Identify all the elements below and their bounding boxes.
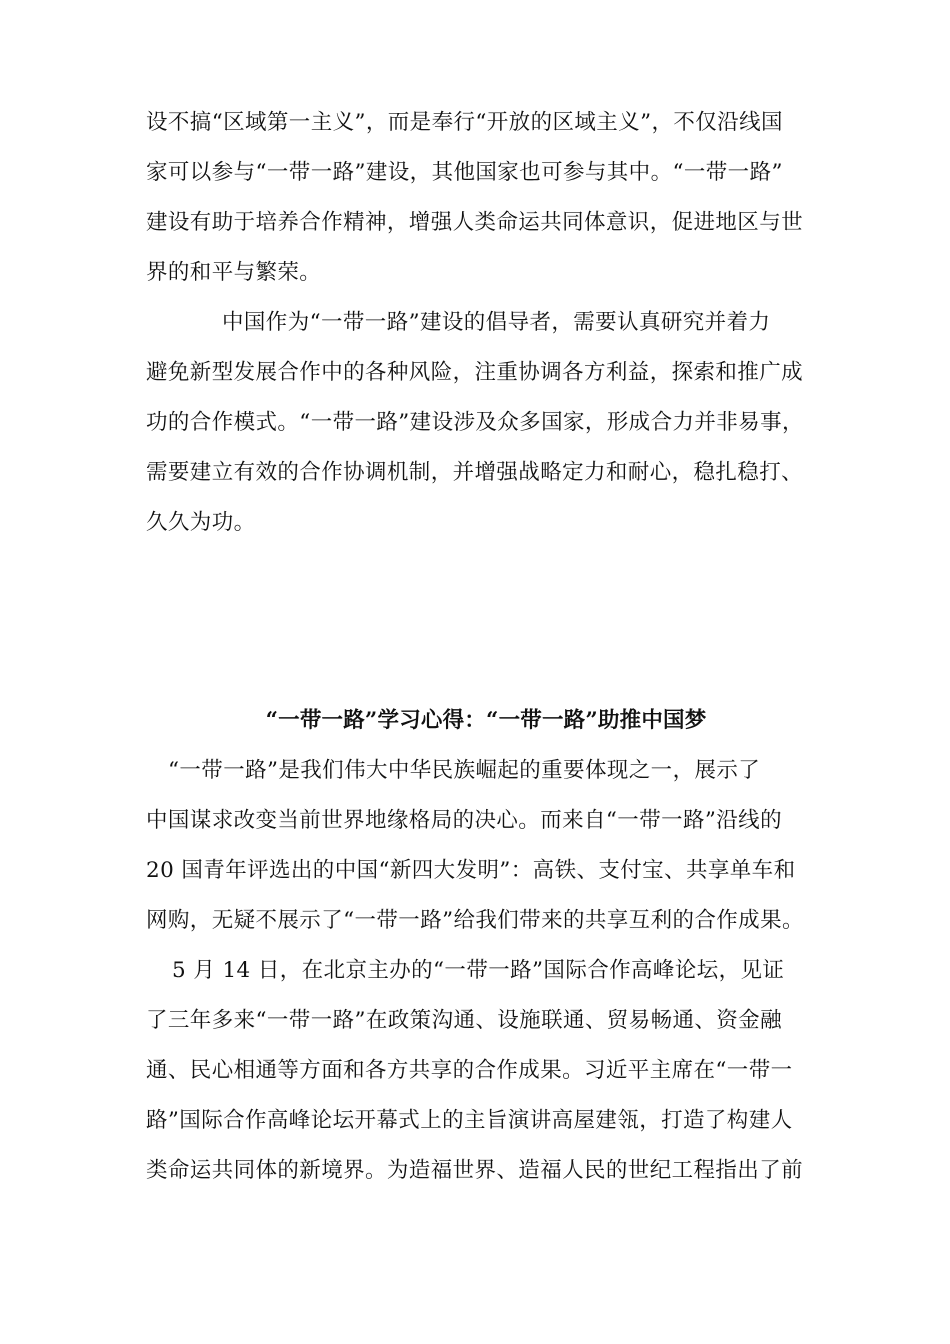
paragraph-line: 类命运共同体的新境界。为造福世界、造福人民的世纪工程指出了前 bbox=[146, 1158, 804, 1183]
paragraph-line: 设不搞“区域第一主义”，而是奉行“开放的区域主义”，不仅沿线国 bbox=[146, 110, 783, 135]
paragraph-line: 需要建立有效的合作协调机制，并增强战略定力和耐心，稳扎稳打、 bbox=[146, 460, 804, 485]
paragraph-line: “一带一路”是我们伟大中华民族崛起的重要体现之一，展示了 bbox=[168, 758, 761, 783]
paragraph-line: 家可以参与“一带一路”建设，其他国家也可参与其中。“一带一路” bbox=[146, 160, 783, 185]
paragraph-line: 了三年多来“一带一路”在政策沟通、设施联通、贸易畅通、资金融 bbox=[146, 1008, 782, 1033]
paragraph-line: 5 月 14 日，在北京主办的“一带一路”国际合作高峰论坛，见证 bbox=[172, 958, 785, 983]
paragraph-line: 建设有助于培养合作精神，增强人类命运共同体意识，促进地区与世 bbox=[146, 210, 804, 235]
paragraph-line: 网购，无疑不展示了“一带一路”给我们带来的共享互利的合作成果。 bbox=[146, 908, 804, 933]
paragraph-line: 功的合作模式。“一带一路”建设涉及众多国家，形成合力并非易事， bbox=[146, 410, 804, 435]
paragraph-line: 避免新型发展合作中的各种风险，注重协调各方利益，探索和推广成 bbox=[146, 360, 804, 385]
paragraph-line: 中国谋求改变当前世界地缘格局的决心。而来自“一带一路”沿线的 bbox=[146, 808, 782, 833]
paragraph-line: 路”国际合作高峰论坛开幕式上的主旨演讲高屋建瓴，打造了构建人 bbox=[146, 1108, 793, 1133]
paragraph-line: 20 国青年评选出的中国“新四大发明”：高铁、支付宝、共享单车和 bbox=[146, 858, 796, 883]
paragraph-line: 久久为功。 bbox=[146, 510, 256, 535]
paragraph-line: 界的和平与繁荣。 bbox=[146, 260, 322, 285]
article-title: “一带一路”学习心得：“一带一路”助推中国梦 bbox=[265, 708, 707, 733]
paragraph-line: 通、民心相通等方面和各方共享的合作成果。习近平主席在“一带一 bbox=[146, 1058, 793, 1083]
paragraph-line: 中国作为“一带一路”建设的倡导者，需要认真研究并着力 bbox=[222, 310, 771, 335]
